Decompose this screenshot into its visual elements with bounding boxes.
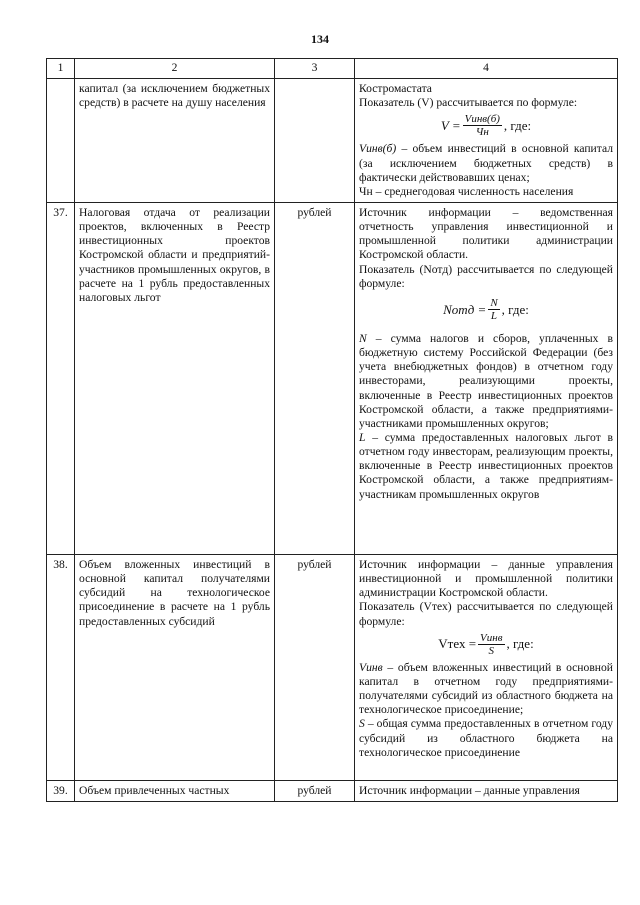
formula-fraction [463, 113, 502, 138]
table-row [47, 781, 618, 802]
indicator-unit [275, 79, 355, 203]
variable-text: – объем вложенных инвестиций в основной капитал в отчетном году предприятиями-получателями субсидий из областного бюджета на технологическое присоединение; [359, 660, 613, 717]
indicator-description [355, 781, 618, 802]
variable-symbol: Чн [359, 184, 373, 198]
formula-intro: Показатель (Nотд) рассчитывается по следующей формуле: [359, 262, 613, 290]
variable-text: – сумма предоставленных налоговых льгот в отчетном году инвесторам, реализующим проекты, включенные в Реестр инвестиционных проектов Костромской области, а также предприятиям-участникам промышленных округов [359, 431, 613, 501]
variable-definition [359, 185, 613, 199]
indicator-description [355, 79, 618, 203]
header-col-4: 4 [355, 59, 618, 79]
formula [359, 113, 613, 138]
formula-fraction [478, 632, 504, 657]
variable-text: – объем инвестиций в основной капитал (за исключением бюджетных средств) в фактически действовавших ценах; [359, 142, 613, 184]
indicators-table [46, 58, 618, 802]
formula-lhs: Vтех = [438, 636, 477, 652]
indicator-name: Объем вложенных инвестиций в основной капитал получателями субсидий на технологическое присоединение в расчете на 1 рубль предоставленных субсидий [75, 555, 275, 781]
variable-symbol: S [359, 717, 365, 731]
formula-tail: , где: [501, 301, 529, 317]
variable-definition [359, 661, 613, 718]
formula-denominator: L [490, 309, 498, 322]
formula-denominator: S [488, 644, 495, 657]
variable-definition [359, 332, 613, 431]
formula-numerator: Vинв(б) [464, 113, 500, 126]
formula-tail: , где: [506, 636, 534, 652]
header-col-3: 3 [275, 59, 355, 79]
variable-symbol: N [359, 332, 367, 346]
variable-definition [359, 142, 613, 184]
table-row [47, 79, 618, 203]
formula-lhs: Nотд = [443, 301, 487, 317]
indicator-description [355, 555, 618, 781]
row-number: 38. [47, 555, 75, 781]
indicator-name: Налоговая отдача от реализации проектов, включенных в Реестр инвестиционных проектов Костромской области и предприятий-участников промышленных округов, в расчете на 1 рубль предоставленных налоговых льгот [75, 203, 275, 555]
formula-denominator: Чн [475, 126, 489, 139]
variable-text: – среднегодовая численность населения [372, 184, 574, 198]
source-text: Источник информации – ведомственная отчетность управления инвестиционной и промышленной политики администрации Костромской области. [359, 206, 613, 262]
page-number: 134 [311, 32, 329, 46]
variable-text: – общая сумма предоставленных в отчетном году субсидий из областного бюджета на технологическое присоединение [359, 717, 613, 759]
formula [359, 297, 613, 322]
variable-symbol: L [359, 431, 366, 445]
indicator-name: капитал (за исключением бюджетных средств) в расчете на душу населения [75, 79, 275, 203]
source-text: Источник информации – данные управления инвестиционной и промышленной политики администрации Костромской области. [359, 558, 613, 600]
indicator-unit: рублей [275, 203, 355, 555]
row-number [47, 79, 75, 203]
indicator-unit: рублей [275, 781, 355, 802]
table-row [47, 203, 618, 555]
variable-symbol: Vинв [359, 660, 383, 674]
table-row [47, 555, 618, 781]
formula-numerator: N [490, 296, 498, 309]
indicator-name: Объем привлеченных частных [75, 781, 275, 802]
formula-numerator: Vинв [480, 631, 503, 644]
variable-definition [359, 431, 613, 502]
header-col-1: 1 [47, 59, 75, 79]
indicator-unit: рублей [275, 555, 355, 781]
source-text: Костромастата [359, 82, 432, 95]
formula-intro: Показатель (Vтех) рассчитывается по следующей формуле: [359, 600, 613, 628]
formula-tail: , где: [503, 117, 532, 133]
variable-symbol: Vинв(б) [359, 142, 397, 156]
row-number: 39. [47, 781, 75, 802]
formula [359, 632, 613, 657]
indicator-description [355, 203, 618, 555]
table-header-row [47, 59, 618, 79]
formula-fraction [488, 297, 499, 322]
source-text: Источник информации – данные управления [359, 784, 580, 798]
row-number: 37. [47, 203, 75, 555]
formula-lhs: V = [440, 117, 461, 133]
formula-intro: Показатель (V) рассчитывается по формуле: [359, 96, 578, 110]
variable-definition [359, 717, 613, 759]
header-col-2: 2 [75, 59, 275, 79]
variable-text: – сумма налогов и сборов, уплаченных в бюджетную систему Российской Федерации (без учета внебюджетных фондов) в отчетном году инвесторами, реализующими проекты, включенные в Реестр инвестиционных проектов Костромской области, а также предприятиями-участниками промышленных округов; [359, 332, 613, 430]
